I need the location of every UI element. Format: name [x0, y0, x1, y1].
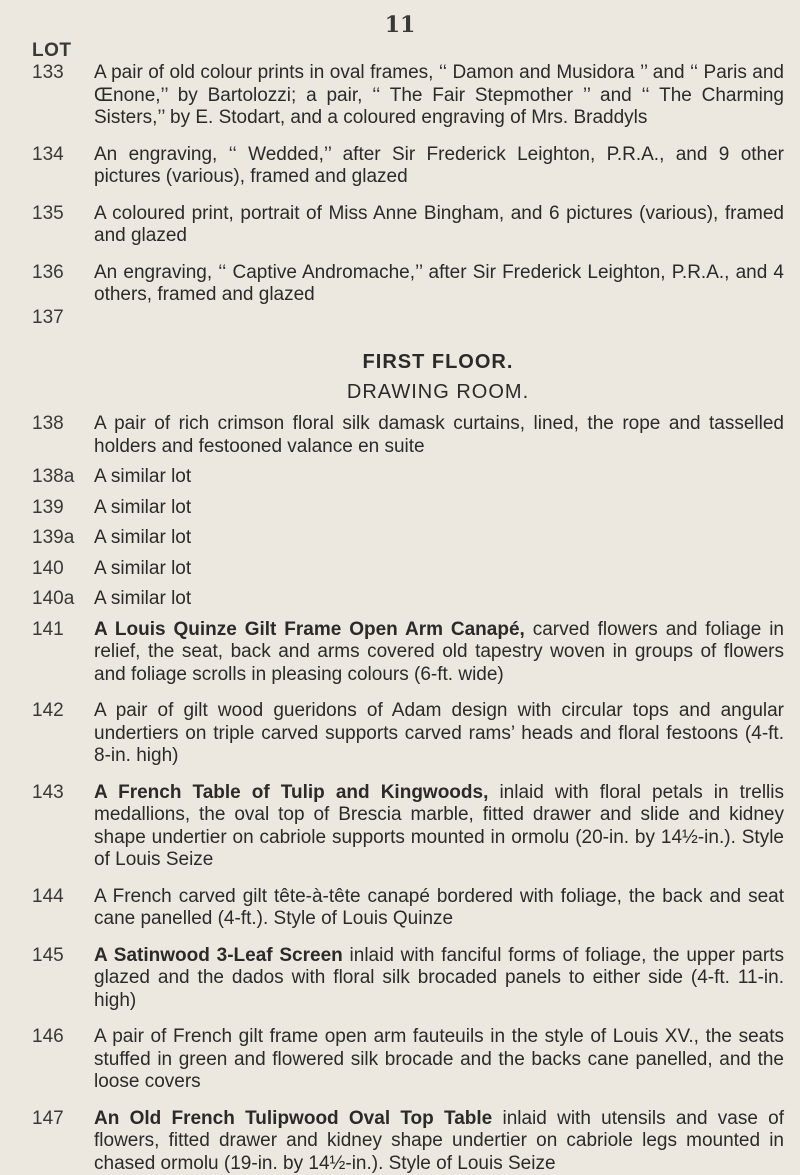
- lot-number: 147: [32, 1108, 88, 1131]
- lot-description: [88, 62, 784, 130]
- lot-description-text: A pair of French gilt frame open arm fauteuils in the style of Louis XV., the seats stuffed in green and flowered silk brocade and the backs cane panelled, and the loose covers: [94, 1026, 784, 1092]
- lot-description: [88, 1026, 784, 1094]
- lot-entry-141: [32, 619, 784, 687]
- lot-entry-138a: [32, 466, 784, 489]
- lot-entry-142: [32, 700, 784, 768]
- lot-entry-135: [32, 203, 784, 248]
- lot-number: 134: [32, 144, 88, 167]
- lot-description-text: A French carved gilt tête-à-tête canapé bordered with foliage, the back and seat cane panelled (4-ft.). Style of Louis Quinze: [94, 886, 784, 930]
- lot-number: 145: [32, 945, 88, 968]
- lot-description: [88, 527, 784, 550]
- lot-description-text: A similar lot: [94, 558, 191, 579]
- lot-description: [88, 619, 784, 687]
- lot-description: [88, 497, 784, 520]
- room-heading: DRAWING ROOM.: [92, 379, 784, 405]
- lot-number: 139a: [32, 527, 88, 550]
- lot-description-text: carved flowers and foliage in relief, the seat, back and arms covered old tapestry woven in groups of flowers and foliage scrolls in pleasing colours (6-ft. wide): [94, 619, 784, 685]
- lot-number: 141: [32, 619, 88, 642]
- lot-description-text: A pair of gilt wood gueridons of Adam design with circular tops and angular undertiers on triple carved supports carved rams’ heads and floral festoons (4-ft. 8-in. high): [94, 700, 784, 766]
- lot-description: [88, 466, 784, 489]
- lot-description: [88, 588, 784, 611]
- lot-column-header: LOT: [32, 40, 72, 62]
- lot-description-text: A similar lot: [94, 497, 191, 518]
- lot-description: [88, 144, 784, 189]
- lot-number: 138a: [32, 466, 88, 489]
- lot-description-text: A pair of old colour prints in oval frames, ‘‘ Damon and Musidora ’’ and ‘‘ Paris and Œnone,’’ by Bartolozzi; a pair, ‘‘ The Fair Stepmother ’’ and ‘‘ The Charming Sisters,’’ by E. Stodart, and a coloured engraving of Mrs. Braddyls: [94, 62, 784, 128]
- lot-number: 138: [32, 413, 88, 436]
- lot-entry-140: [32, 558, 784, 581]
- lot-description: [88, 262, 784, 307]
- lot-description-text: A similar lot: [94, 466, 191, 487]
- lot-list: [32, 62, 784, 1175]
- lot-lead-title: A French Table of Tulip and Kingwoods,: [94, 782, 488, 803]
- lot-entry-140a: [32, 588, 784, 611]
- lot-description-text: A pair of rich crimson floral silk damask curtains, lined, the rope and tasselled holders and festooned valance en suite: [94, 413, 784, 457]
- lot-entry-147: [32, 1108, 784, 1175]
- lot-number: 137: [32, 307, 88, 330]
- lot-entry-134: [32, 144, 784, 189]
- lot-description-text: inlaid with fanciful forms of foliage, the upper parts glazed and the dados with floral silk brocaded panels to either side (4-ft. 11-in. high): [94, 945, 784, 1011]
- lot-entry-133: [32, 62, 784, 130]
- lot-entry-139: [32, 497, 784, 520]
- lot-number: 136: [32, 262, 88, 285]
- lot-number: 140: [32, 558, 88, 581]
- lot-description-text: An engraving, ‘‘ Captive Andromache,’’ after Sir Frederick Leighton, P.R.A., and 4 others, framed and glazed: [94, 262, 784, 306]
- lot-description-text: inlaid with floral petals in trellis medallions, the oval top of Brescia marble, fitted drawer and slide and kidney shape undertier on cabriole supports mounted in ormolu (20-in. by 14½-in.). Style of Louis Seize: [94, 782, 784, 871]
- lot-lead-title: A Satinwood 3-Leaf Screen: [94, 945, 343, 966]
- lot-description-text: An engraving, ‘‘ Wedded,’’ after Sir Frederick Leighton, P.R.A., and 9 other pictures (various), framed and glazed: [94, 144, 784, 188]
- lot-description: [88, 700, 784, 768]
- lot-entry-136: [32, 262, 784, 307]
- lot-number: 133: [32, 62, 88, 85]
- lot-description: [88, 203, 784, 248]
- lot-description: [88, 558, 784, 581]
- lot-description-text: A similar lot: [94, 588, 191, 609]
- lot-entry-138: [32, 413, 784, 458]
- lot-description-text: A similar lot: [94, 527, 191, 548]
- lot-number: 139: [32, 497, 88, 520]
- lot-description: [88, 886, 784, 931]
- lot-description-text: inlaid with utensils and vase of flowers, fitted drawer and kidney shape undertier on cabriole legs mounted in chased ormolu (19-in. by 14½-in.). Style of Louis Seize: [94, 1108, 784, 1174]
- page-number: 11: [0, 12, 800, 38]
- lot-description: [88, 413, 784, 458]
- lot-description: [88, 1108, 784, 1175]
- lot-description-text: A coloured print, portrait of Miss Anne Bingham, and 6 pictures (various), framed and glazed: [94, 203, 784, 247]
- lot-entry-139a: [32, 527, 784, 550]
- lot-number: 140a: [32, 588, 88, 611]
- lot-number: 144: [32, 886, 88, 909]
- lot-entry-137: [32, 307, 784, 330]
- lot-number: 143: [32, 782, 88, 805]
- floor-heading: FIRST FLOOR.: [92, 349, 784, 375]
- lot-description: [88, 945, 784, 1013]
- lot-lead-title: A Louis Quinze Gilt Frame Open Arm Canapé,: [94, 619, 525, 640]
- lot-entry-143: [32, 782, 784, 872]
- lot-number: 135: [32, 203, 88, 226]
- lot-number: 142: [32, 700, 88, 723]
- lot-entry-146: [32, 1026, 784, 1094]
- lot-number: 146: [32, 1026, 88, 1049]
- lot-entry-145: [32, 945, 784, 1013]
- section-headings: [32, 349, 784, 405]
- lot-lead-title: An Old French Tulipwood Oval Top Table: [94, 1108, 492, 1129]
- lot-entry-144: [32, 886, 784, 931]
- lot-description: [88, 782, 784, 872]
